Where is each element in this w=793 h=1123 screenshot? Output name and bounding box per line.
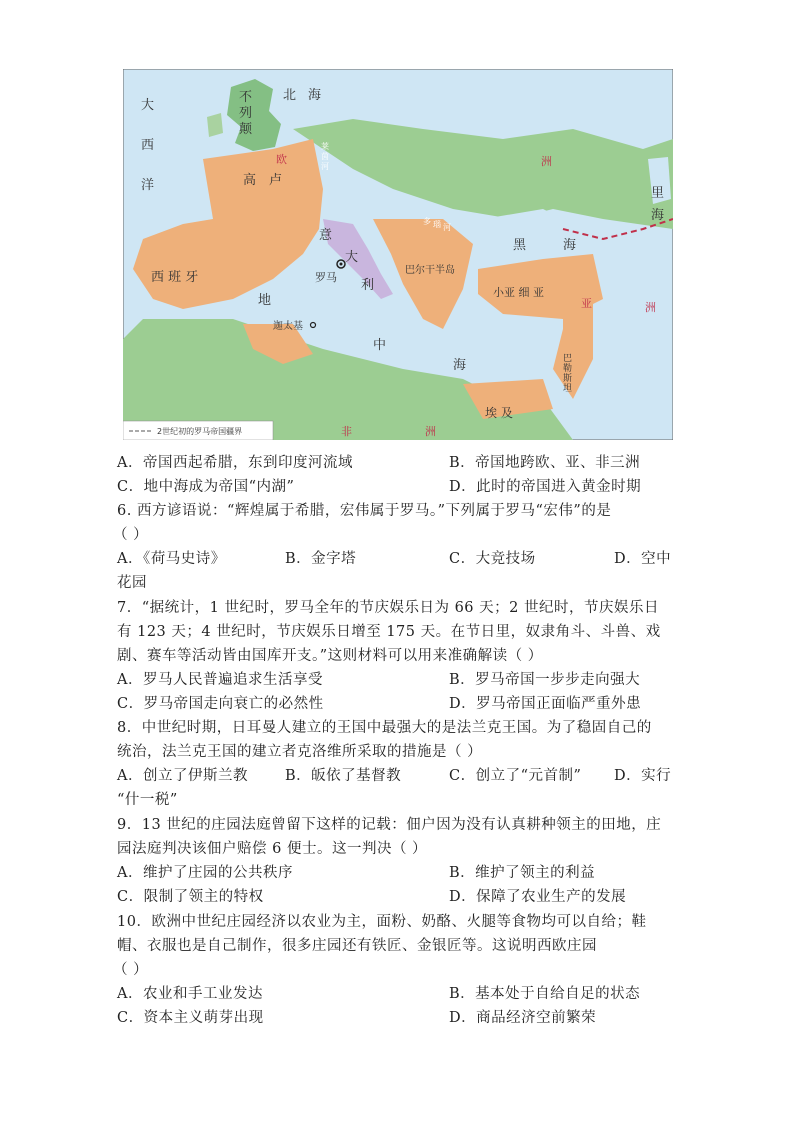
label-hai-m: 海	[453, 358, 467, 373]
q10-option-d: D．商品经济空前繁荣	[449, 1010, 597, 1026]
label-jiataiji: 迦太基	[273, 321, 303, 332]
label-rhine3: 河	[321, 162, 329, 171]
label-ya: 亚	[581, 297, 592, 310]
label-rhine2: 茵	[321, 152, 329, 161]
label-balesitan1: 巴	[563, 354, 573, 364]
q7-stem-line3: 剧、赛车等活动皆由国库开支。”这则材料可以用来准确解读（ ）	[117, 648, 543, 664]
q7-option-a: A．罗马人民普遍追求生活享受	[117, 672, 323, 688]
q9-option-d: D．保障了农业生产的发展	[449, 889, 627, 905]
q7-option-b: B．罗马帝国一步步走向强大	[449, 672, 641, 688]
q10-option-c: C．资本主义萌芽出现	[117, 1010, 264, 1026]
q7-stem-line1: 7．“据统计，1 世纪时，罗马全年的节庆娱乐日为 66 天；2 世纪时，节庆娱乐日	[117, 600, 659, 616]
ireland-land	[207, 113, 223, 137]
roman-empire-map	[123, 69, 673, 440]
label-zhong: 中	[373, 338, 387, 353]
q6-option-d: D．空中	[614, 551, 672, 567]
label-aiji: 埃 及	[485, 406, 513, 420]
q9-stem-line1: 9．13 世纪的庄园法庭曾留下这样的记载：佃户因为没有认真耕种领主的田地，庄	[117, 817, 662, 833]
label-xi: 西	[141, 138, 155, 153]
label-gaolu1: 高	[243, 173, 257, 188]
label-bulie2: 列	[239, 106, 253, 121]
q10-stem-line2: 帽、衣服也是自己制作，很多庄园还有铁匠、金银匠等。这说明西欧庄园	[117, 938, 597, 954]
q6-stem-line1: 6. 西方谚语说：“辉煌属于希腊，宏伟属于罗马。”下列属于罗马“宏伟”的是	[117, 503, 612, 519]
q8-option-c: C．创立了“元首制”	[449, 768, 582, 784]
label-luoma: 罗马	[315, 271, 337, 284]
label-fei: 非	[341, 425, 352, 438]
map-legend: 2世纪初的罗马帝国疆界	[157, 427, 243, 436]
q6-stem-line2: （ ）	[113, 527, 149, 543]
q5-option-d: D．此时的帝国进入黄金时期	[449, 479, 642, 495]
label-bulie: 不	[239, 90, 253, 105]
q9-option-b: B．维护了领主的利益	[449, 865, 596, 881]
label-zhou-e: 洲	[541, 155, 552, 168]
q6-option-a: A．《荷马史诗》	[117, 551, 226, 567]
q7-stem-line2: 有 123 天；4 世纪时，节庆娱乐日增至 175 天。在节日里，奴隶角斗、斗兽、戏	[117, 624, 661, 640]
label-bei: 北	[283, 88, 297, 103]
q7-option-d: D．罗马帝国正面临严重外患	[449, 696, 642, 712]
label-da: 大	[141, 98, 155, 113]
label-danube2: 瑙	[433, 220, 441, 229]
q8-stem-line1: 8．中世纪时期，日耳曼人建立的王国中最强大的是法兰克王国。为了稳固自己的	[117, 720, 652, 736]
q5-option-a: A．帝国西起希腊，东到印度河流域	[117, 455, 353, 471]
q9-stem-line2: 园法庭判决该佃户赔偿 6 便士。这一判决（ ）	[117, 841, 428, 857]
q8-option-a: A．创立了伊斯兰教	[117, 768, 248, 784]
q10-option-a: A．农业和手工业发达	[117, 986, 263, 1002]
q5-option-b: B．帝国地跨欧、亚、非三洲	[449, 455, 641, 471]
label-balesitan4: 坦	[563, 384, 573, 394]
q10-option-b: B．基本处于自给自足的状态	[449, 986, 641, 1002]
label-hei: 黑	[513, 238, 527, 253]
q8-option-d-cont: “什一税”	[117, 792, 178, 808]
label-yang: 洋	[141, 178, 155, 193]
label-hai-li: 海	[651, 208, 665, 223]
q8-option-b: B．皈依了基督教	[285, 768, 402, 784]
label-xibanya: 西 班 牙	[151, 270, 199, 285]
q6-option-d-cont: 花园	[117, 575, 147, 591]
label-balesitan3: 斯	[563, 374, 573, 384]
q10-stem-line1: 10．欧洲中世纪庄园经济以农业为主，面粉、奶酪、火腿等食物均可以自给；鞋	[117, 914, 647, 930]
label-ou: 欧	[276, 153, 287, 166]
label-danube3: 河	[443, 223, 451, 232]
label-gaolu2: 卢	[269, 173, 283, 188]
label-li: 里	[651, 186, 665, 201]
label-hai-n: 海	[308, 88, 322, 103]
q6-option-c: C．大竞技场	[449, 551, 536, 567]
label-danube: 多	[423, 217, 431, 226]
label-li-it: 利	[361, 278, 375, 293]
q7-option-c: C．罗马帝国走向衰亡的必然性	[117, 696, 324, 712]
q5-option-c: C．地中海成为帝国“内湖”	[117, 479, 295, 495]
q9-option-c: C．限制了领主的特权	[117, 889, 264, 905]
q6-option-b: B．金字塔	[285, 551, 357, 567]
label-balesitan2: 勒	[563, 364, 573, 374]
label-rhine: 莱	[321, 142, 329, 151]
label-hai-h: 海	[563, 238, 577, 253]
label-di: 地	[258, 293, 272, 308]
label-baergan: 巴尔干半岛	[405, 265, 455, 276]
label-zhou-ya: 洲	[645, 301, 656, 314]
q8-stem-line2: 统治，法兰克王国的建立者克洛维所采取的措施是（ ）	[117, 744, 483, 760]
label-yi: 意	[319, 228, 333, 243]
label-zhou-f: 洲	[425, 425, 436, 438]
q10-stem-line3: （ ）	[113, 962, 149, 978]
q8-option-d: D．实行	[614, 768, 672, 784]
label-da-it: 大	[345, 250, 359, 265]
label-xiaoya: 小亚 细 亚	[493, 286, 544, 299]
q9-option-a: A．维护了庄园的公共秩序	[117, 865, 293, 881]
label-bulie3: 颠	[239, 122, 253, 137]
